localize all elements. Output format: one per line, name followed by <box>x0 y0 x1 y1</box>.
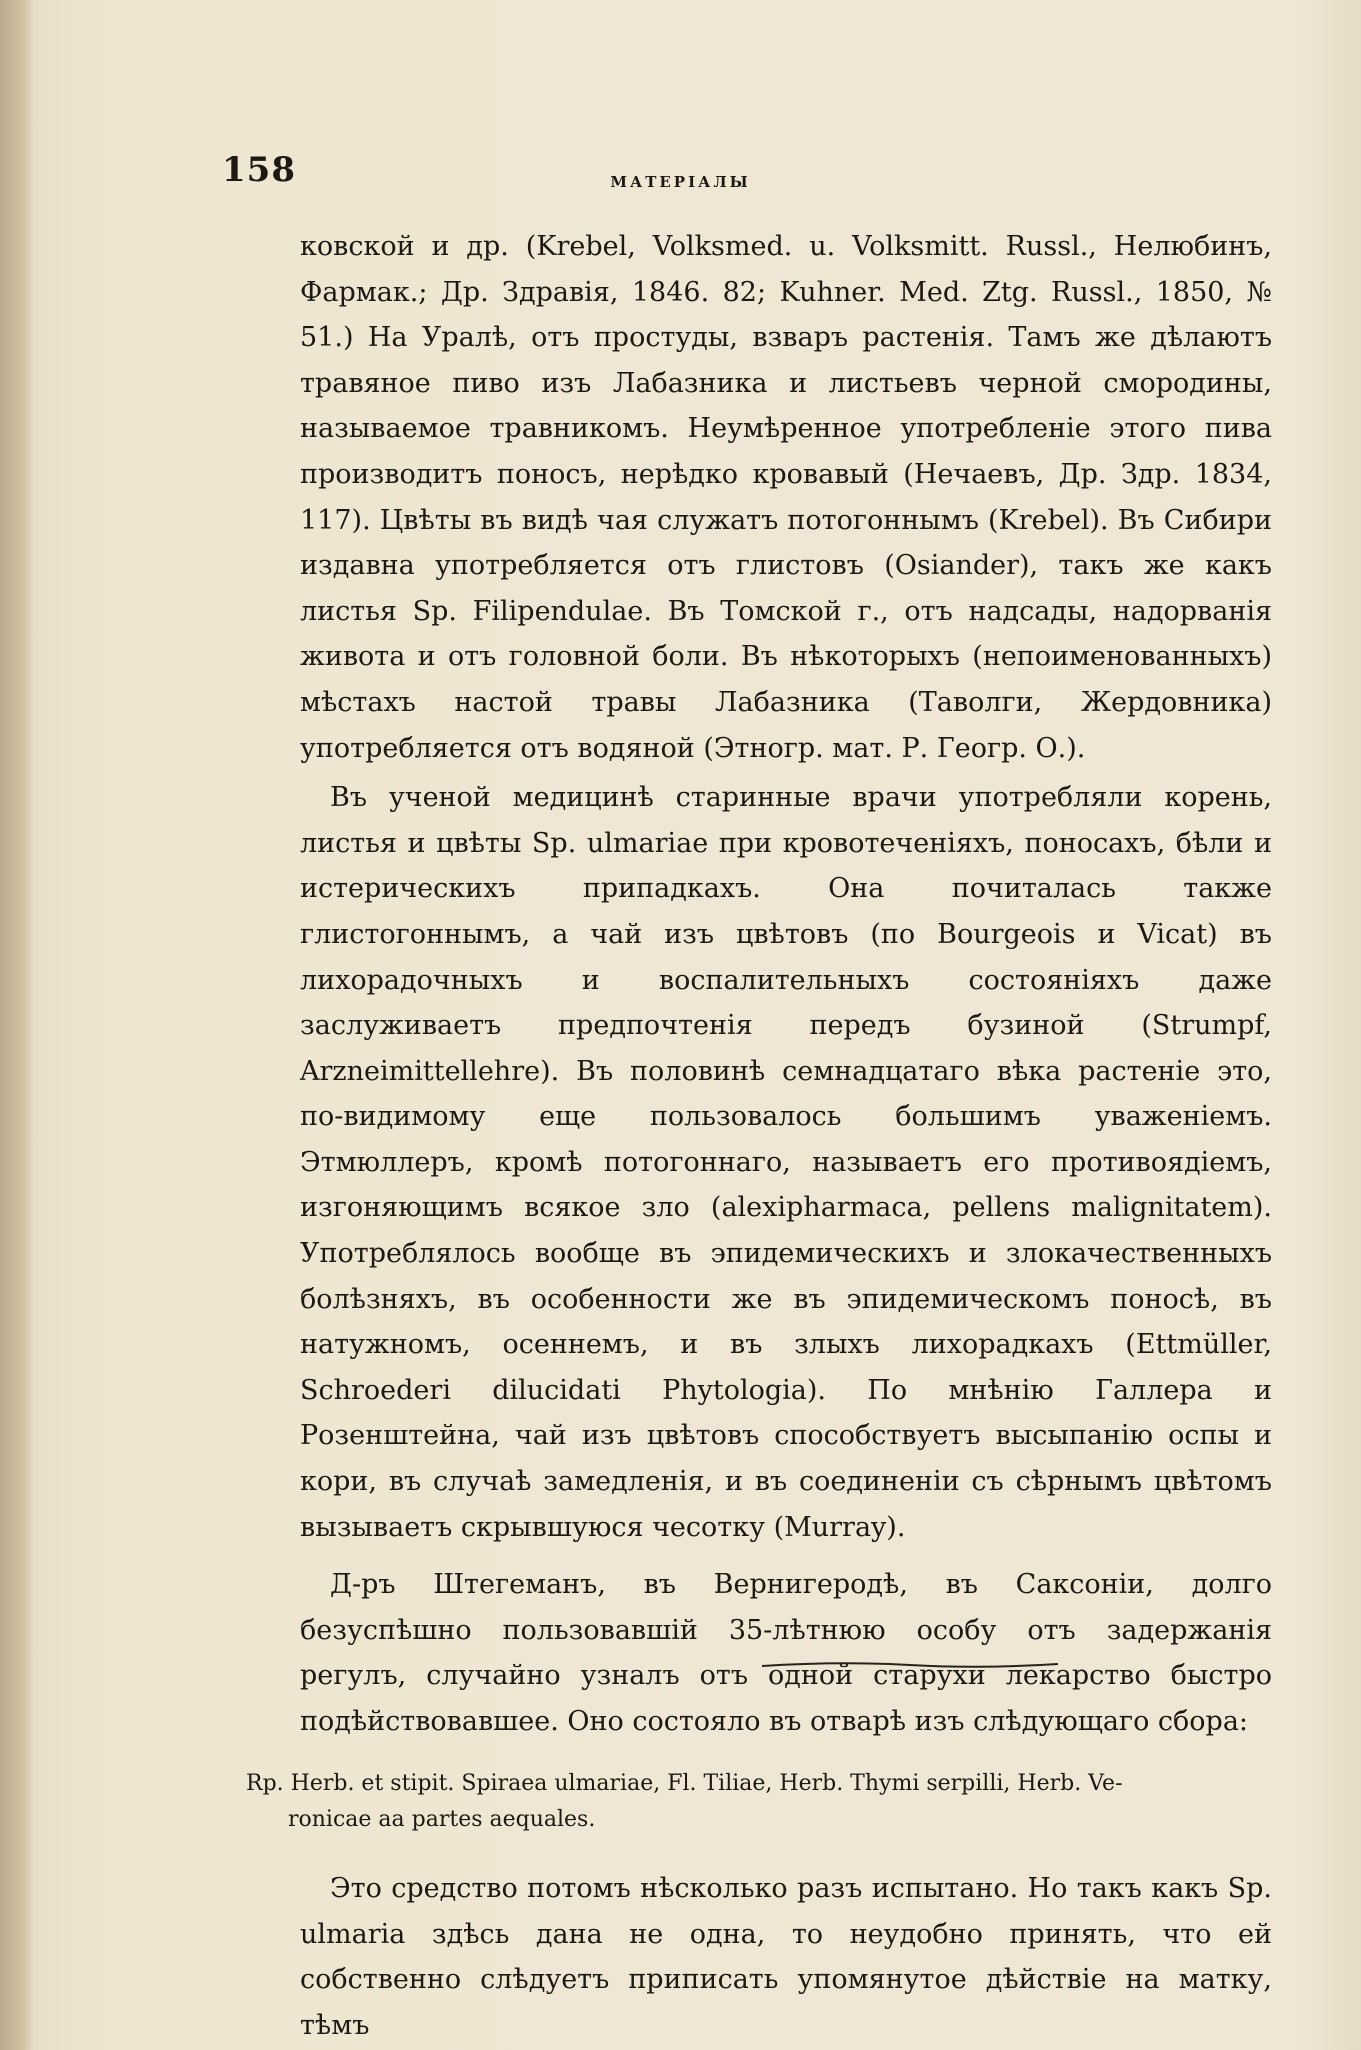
paragraph-3: Д-ръ Штегеманъ, въ Вернигеродѣ, въ Саксоніи, долго безуспѣшно пользовавшій 35-лѣтнюю особу отъ задержанія регулъ, случайно узналъ отъ одной старухи лекарство быстро подѣйствовавшее. Оно состояло въ отварѣ изъ слѣдующаго сбора: <box>300 1569 1272 1737</box>
recipe-line-1: Rp. Herb. et stipit. Spiraea ulmariae, Fl. Tiliae, Herb. Thymi serpilli, Herb. Ve- <box>246 1771 1123 1796</box>
paragraph-2: Въ ученой медицинѣ старинные врачи употребляли корень, листья и цвѣты Sp. ulmariae при кровотеченіяхъ, поносахъ, бѣли и истерическихъ припадкахъ. Она почиталась также глистогоннымъ, а чай изъ цвѣтовъ (по Bourgeois и Vicat) въ лихорадочныхъ и воспалительныхъ состояніяхъ даже заслуживаетъ предпочтенія передъ бузиной (Strumpf, Arzneimittellehre). Въ половинѣ семнадцатаго вѣка растеніе это, по-видимому еще пользовалось большимъ уваженіемъ. Этмюллеръ, кромѣ потогоннаго, называетъ его противоядіемъ, изгоняющимъ всякое зло (alexipharmaca, pellens malignitatem). Употреблялось вообще въ эпидемическихъ и злокачественныхъ болѣзняхъ, въ особенности же въ эпидемическомъ поносѣ, въ натужномъ, осеннемъ, и въ злыхъ лихорадкахъ (Ettmüller, Schroederi dilucidati Phytologia). По мнѣнію Галлера и Розенштейна, чай изъ цвѣтовъ способствуетъ высыпанію оспы и кори, въ случаѣ замедленія, и въ соединеніи съ сѣрнымъ цвѣтомъ вызываетъ скрывшуюся чесотку (Murray). <box>300 782 1272 1543</box>
recipe-block <box>246 1766 1274 1838</box>
pencil-underline-mark <box>760 1660 1060 1670</box>
paragraph-1: ковской и др. (Krebel, Volksmed. u. Volksmitt. Russl., Нелюбинъ, Фармак.; Др. Здравія, 1846. 82; Kuhner. Med. Ztg. Russl., 1850, № 51.) На Уралѣ, отъ простуды, взваръ растенія. Тамъ же дѣлаютъ травяное пиво изъ Лабазника и листьевъ черной смородины, называемое травникомъ. Неумѣренное употребленіе этого пива производитъ поносъ, нерѣдко кровавый (Нечаевъ, Др. Здр. 1834, 117). Цвѣты въ видѣ чая служатъ потогоннымъ (Krebel). Въ Сибири издавна употребляется отъ глистовъ (Osiander), такъ же какъ листья Sp. Filipendulae. Въ Томской г., отъ надсады, надорванія живота и отъ головной боли. Въ нѣкоторыхъ (непоименованныхъ) мѣстахъ настой травы Лабазника (Таволги, Жердовника) употребляется отъ водяной (Этногр. мат. Р. Геогр. О.). <box>300 231 1272 764</box>
recipe-line-2: ronicae aa partes aequales. <box>288 1807 596 1832</box>
main-text <box>300 224 1272 1745</box>
page-binding-edge <box>0 0 34 2050</box>
running-head: МАТЕРІАЛЫ <box>610 173 751 191</box>
final-paragraph-block <box>300 1866 1272 2048</box>
page-number: 158 <box>222 150 296 190</box>
paragraph-4: Это средство потомъ нѣсколько разъ испытано. Но такъ какъ Sp. ulmaria здѣсь дана не одна, то неудобно принять, что ей собственно слѣдуетъ приписать упомянутое дѣйствіе на матку, тѣмъ <box>300 1873 1272 2041</box>
